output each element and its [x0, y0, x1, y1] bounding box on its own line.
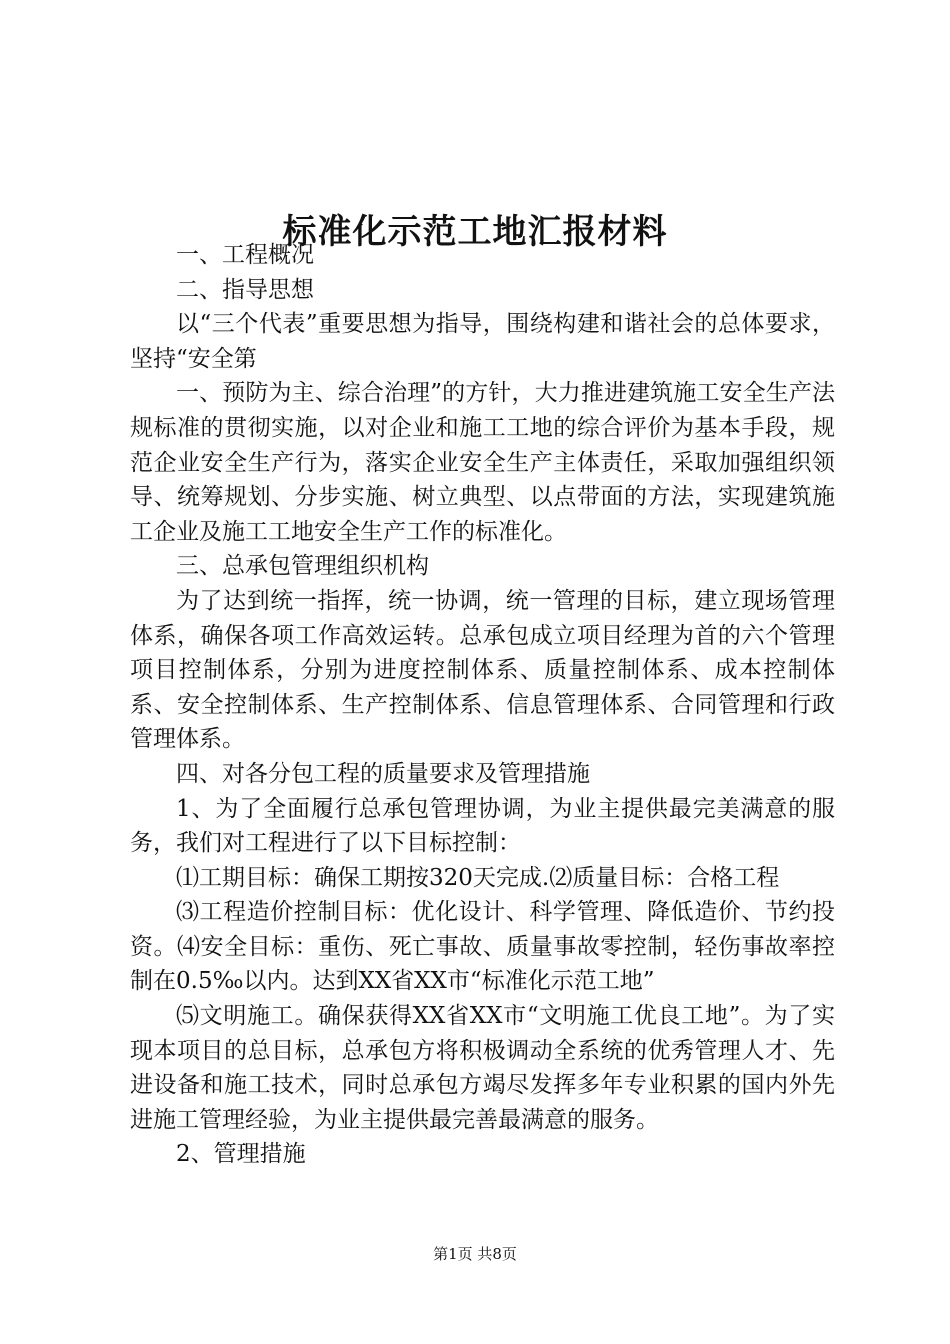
paragraph-organization: 为了达到统一指挥，统一协调，统一管理的目标，建立现场管理体系，确保各项工作高效运转。总承包成立项目经理为首的六个管理项目控制体系，分别为进度控制体系、质量控制体系、成本控制体系、安全控制体系、生产控制体系、信息管理体系、合同管理和行政管理体系。: [130, 587, 835, 753]
paragraph-safety-policy: 一、预防为主、综合治理”的方针，大力推进建筑施工安全生产法规标准的贯彻实施，以对企业和施工工地的综合评价为基本手段，规范企业安全生产行为，落实企业安全生产主体责任，采取加强组织领导、统筹规划、分步实施、树立典型、以点带面的方法，实现建筑施工企业及施工工地安全生产工作的标准化。: [130, 380, 835, 545]
section-heading-project-overview: 一、工程概况: [176, 242, 314, 268]
paragraph-guiding-principle: 以“三个代表”重要思想为指导，围绕构建和谐社会的总体要求，坚持“安全第: [130, 311, 835, 372]
section-heading-organization: 三、总承包管理组织机构: [176, 553, 429, 580]
section-heading-management-measures: 2、管理措施: [176, 1141, 306, 1168]
section-heading-guiding-ideology: 二、指导思想: [176, 276, 314, 303]
document-title: 标准化示范工地汇报材料: [282, 211, 668, 252]
paragraph-target-control: 1、为了全面履行总承包管理协调，为业主提供最完美满意的服务，我们对工程进行了以下目标控制：: [130, 795, 835, 857]
paragraph-civilized-construction: ⑸文明施工。确保获得XX省XX市“文明施工优良工地”。为了实现本项目的总目标，总承包方将积极调动全系统的优秀管理人才、先进设备和施工技术，同时总承包方竭尽发挥多年专业积累的国内外先进施工管理经验，为业主提供最完善最满意的服务。: [130, 1003, 835, 1133]
page-footer: 第1页 共8页: [433, 1245, 517, 1263]
paragraph-cost-safety-targets: ⑶工程造价控制目标：优化设计、科学管理、降低造价、节约投资。⑷安全目标：重伤、死亡事故、质量事故零控制，轻伤事故率控制在0.5‰以内。达到XX省XX市“标准化示范工地”: [130, 899, 835, 995]
section-heading-quality-requirements: 四、对各分包工程的质量要求及管理措施: [176, 760, 590, 787]
paragraph-schedule-quality-targets: ⑴工期目标：确保工期按320天完成.⑵质量目标：合格工程: [176, 864, 780, 891]
document-body: [130, 238, 835, 1172]
